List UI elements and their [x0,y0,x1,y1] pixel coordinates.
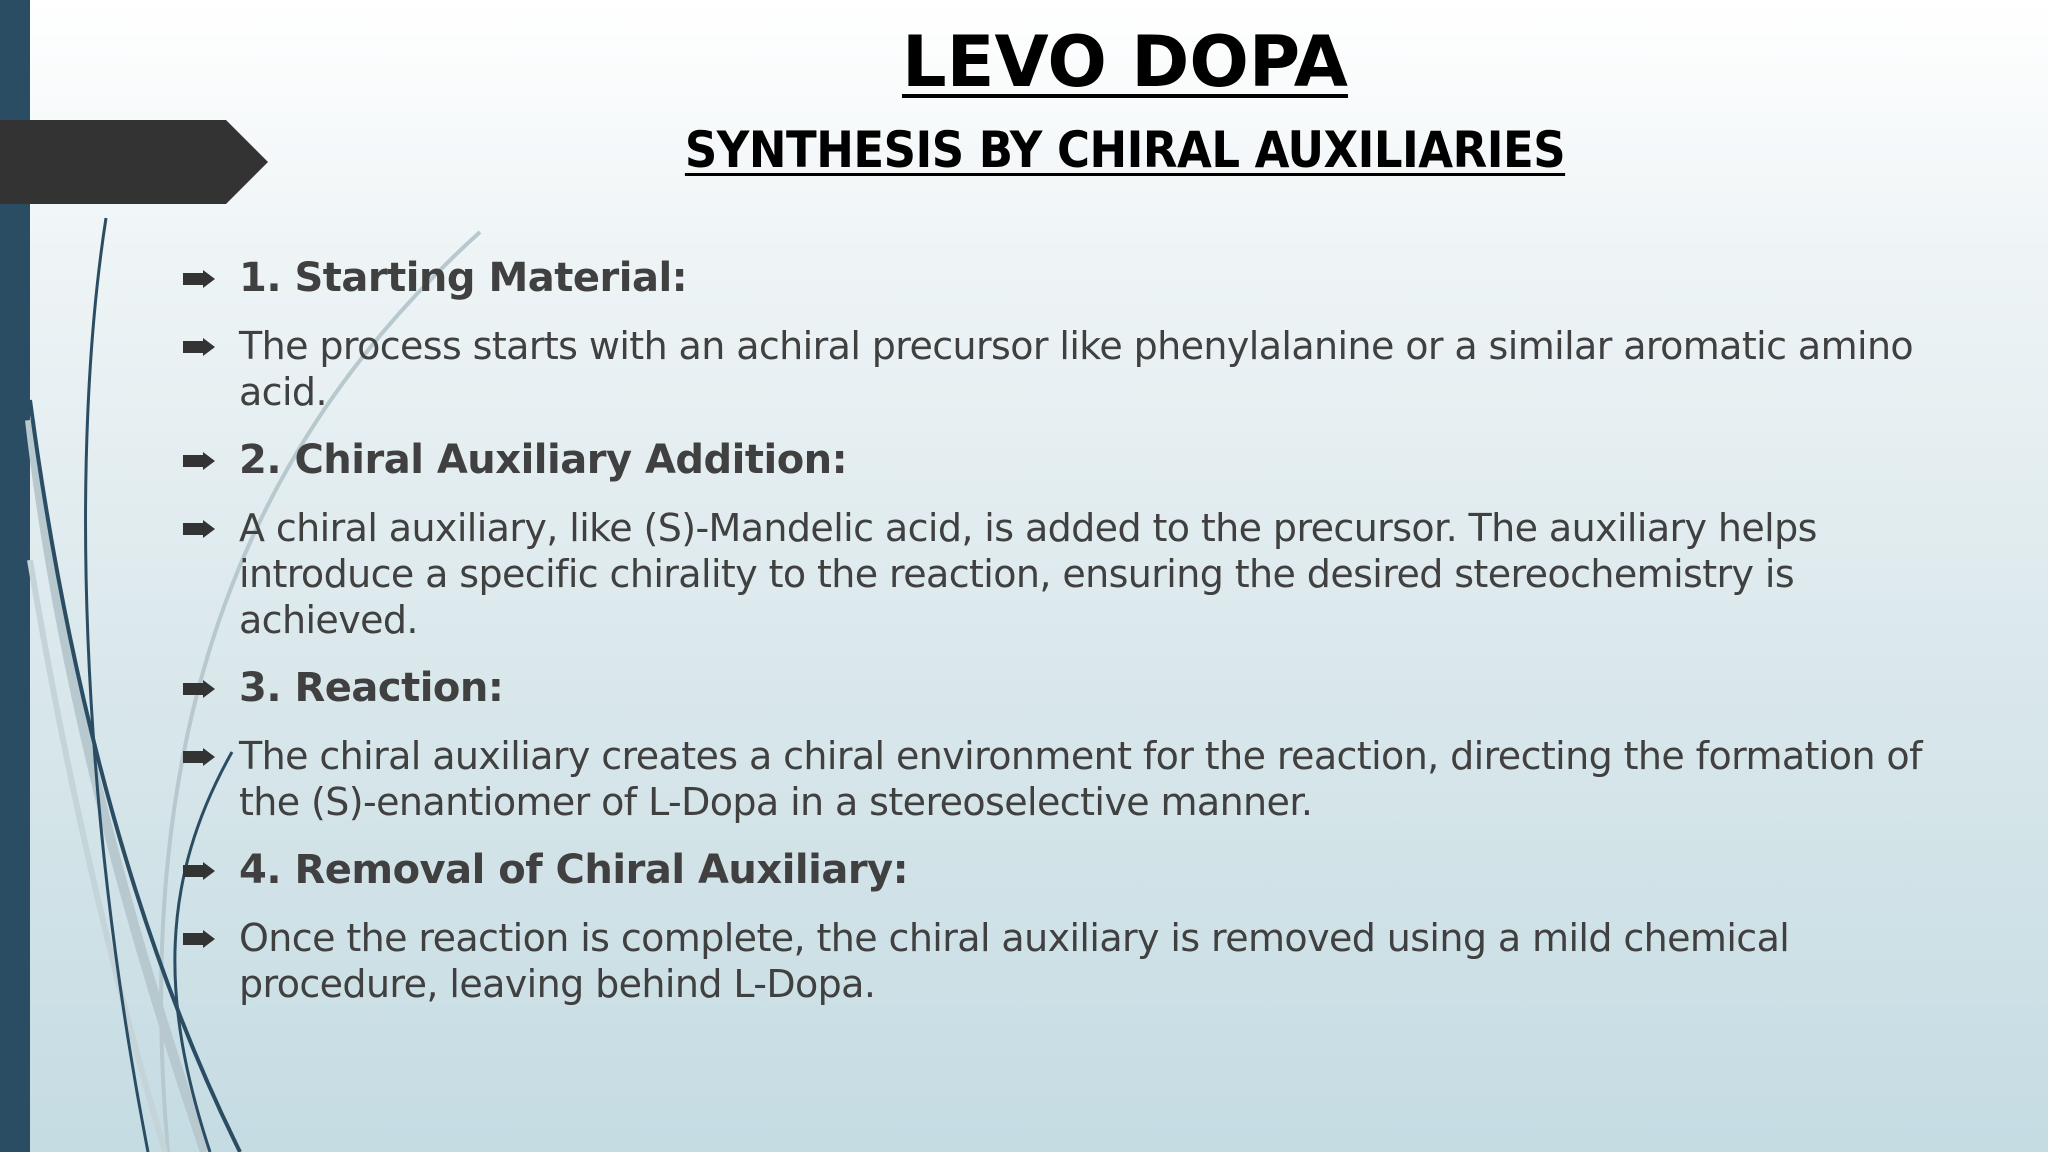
bullet-text: 4. Removal of Chiral Auxiliary: [239,847,909,893]
bullet-body [178,323,1938,415]
bullet-text: 3. Reaction: [239,665,504,711]
bullet-heading [178,255,1938,301]
arrow-bullet-icon [183,862,215,880]
bullet-text: A chiral auxiliary, like (S)-Mandelic acid, is added to the precursor. The auxiliary helps introduce a specific chirality to the reaction, ensuring the desired stereochemistry is achieved. [239,506,1817,642]
arrow-bullet-icon [183,520,215,538]
bullet-text: The chiral auxiliary creates a chiral environment for the reaction, directing the formation of the (S)-enantiomer of L-Dopa in a stereoselective manner. [239,734,1922,824]
slide-title: LEVO DOPA [902,21,1348,103]
bullet-body [178,733,1938,825]
bullet-heading [178,847,1938,893]
arrow-bullet-icon [183,338,215,356]
bullet-text: 2. Chiral Auxiliary Addition: [239,437,848,483]
arrow-tab-shape [0,120,268,204]
arrow-bullet-icon [183,270,215,288]
bullet-heading [178,437,1938,483]
bullet-text: The process starts with an achiral precursor like phenylalanine or a similar aromatic amino acid. [239,324,1914,414]
arrow-bullet-icon [183,452,215,470]
bullet-list [178,255,1938,1029]
bullet-body [178,505,1938,643]
bullet-heading [178,665,1938,711]
bullet-text: Once the reaction is complete, the chiral auxiliary is removed using a mild chemical procedure, leaving behind L-Dopa. [239,916,1790,1006]
bullet-text: 1. Starting Material: [239,255,688,301]
bullet-body [178,915,1938,1007]
curve-light-3 [30,560,165,1152]
arrow-bullet-icon [183,930,215,948]
arrow-bullet-icon [183,680,215,698]
slide-subtitle: SYNTHESIS BY CHIRAL AUXILIARIES [684,121,1566,179]
arrow-bullet-icon [183,748,215,766]
curve-dark-1 [86,218,148,1152]
